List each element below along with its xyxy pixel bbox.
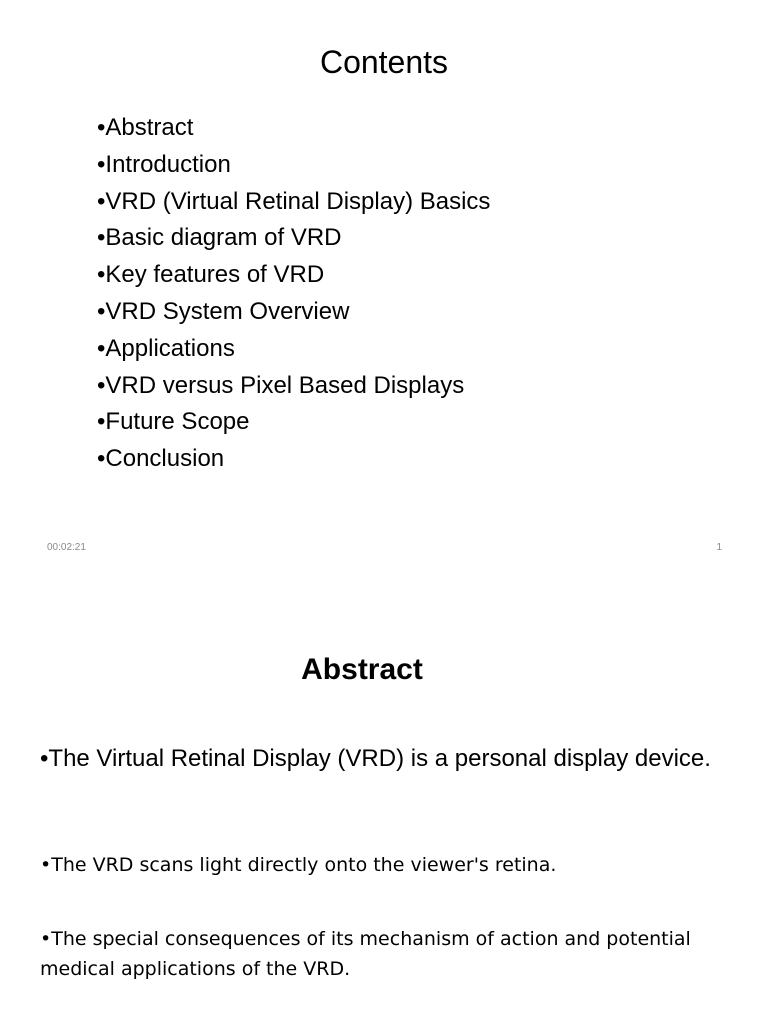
contents-item: •Basic diagram of VRD bbox=[97, 224, 342, 252]
contents-item: •Introduction bbox=[97, 150, 231, 178]
contents-item: •Conclusion bbox=[97, 445, 225, 473]
slide-title: Contents bbox=[319, 44, 449, 80]
contents-item: •Abstract bbox=[97, 114, 194, 141]
contents-item: •VRD (Virtual Retinal Display) Basics bbox=[97, 187, 491, 215]
slide-abstract bbox=[0, 576, 768, 1024]
contents-list bbox=[97, 110, 490, 478]
contents-item: •Applications bbox=[97, 334, 235, 362]
contents-item: •Key features of VRD bbox=[97, 261, 325, 289]
abstract-paragraph: •The VRD scans light directly onto the viewer's retina. bbox=[40, 854, 557, 876]
slide-title: Abstract bbox=[301, 653, 423, 686]
abstract-paragraph: •The special consequences of its mechanism of action and potential medical applications of the VRD. bbox=[40, 928, 691, 980]
slide-timestamp: 00:02:21 bbox=[47, 542, 86, 553]
contents-item: •VRD System Overview bbox=[97, 297, 350, 325]
abstract-paragraph: •The Virtual Retinal Display (VRD) is a personal display device. bbox=[40, 745, 711, 772]
contents-item: •VRD versus Pixel Based Displays bbox=[97, 371, 465, 399]
slide-page-number: 1 bbox=[716, 542, 722, 553]
contents-item: •Future Scope bbox=[97, 408, 250, 436]
